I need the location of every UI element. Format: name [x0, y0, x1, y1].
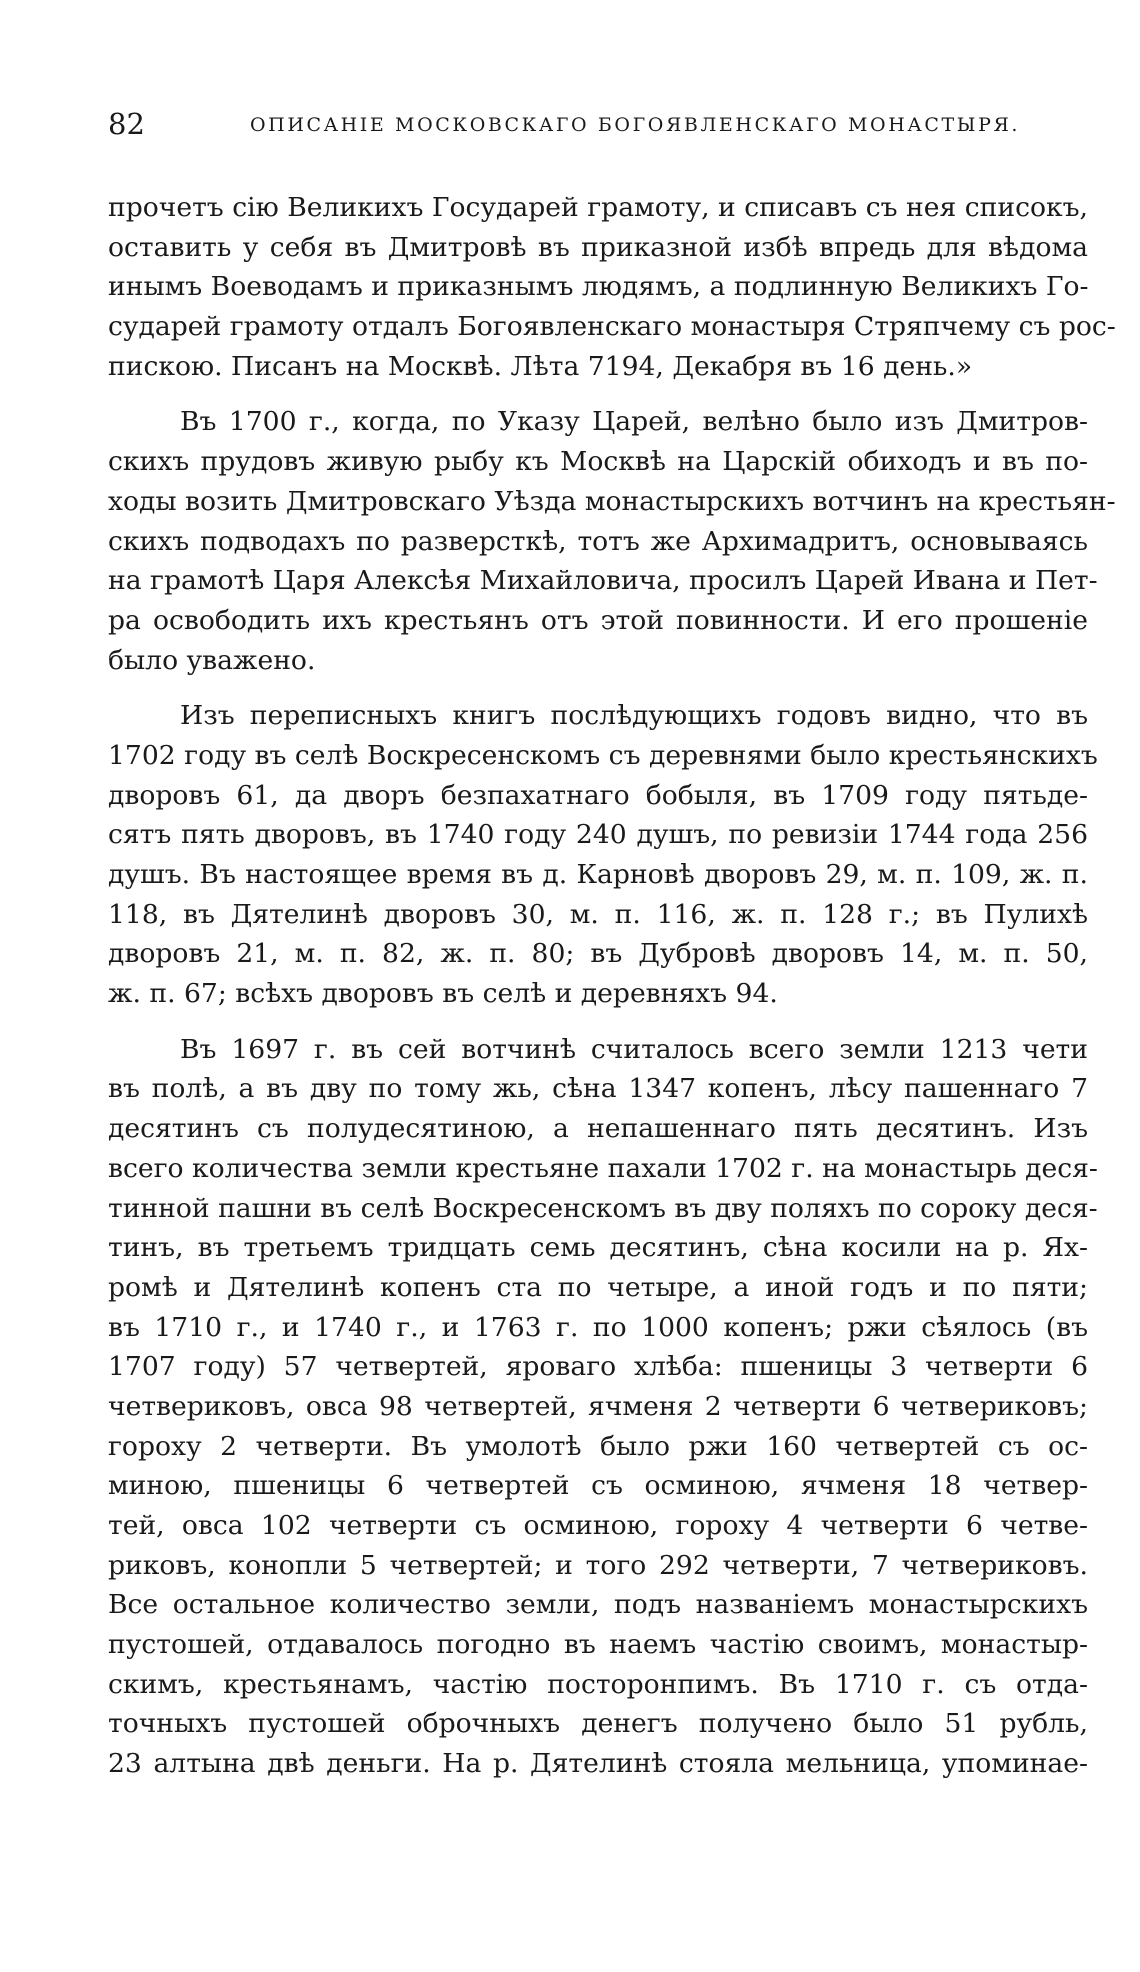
text-line: прочетъ сію Великихъ Государей грамоту, и списавъ съ нея списокъ, — [108, 192, 1088, 223]
text-line: ра освободить ихъ крестьянъ отъ этой повинности. И его прошеніе — [108, 604, 1088, 636]
running-title: ОПИСАНІЕ МОСКОВСКАГО БОГОЯВЛЕНСКАГО МОНАСТЫРЯ. — [250, 114, 1021, 136]
paragraph-1 — [108, 188, 1116, 386]
paragraph-4 — [108, 1030, 1098, 1784]
text-line: ходы возить Дмитровскаго Уѣзда монастырскихъ вотчинъ на крестьян- — [108, 485, 1116, 517]
text-line: дворовъ 61, да дворъ безпахатнаго бобыля, въ 1709 году пятьде- — [108, 779, 1088, 811]
text-line: тинной пашни въ селѣ Воскресенскомъ въ дву поляхъ по сороку деся- — [108, 1192, 1098, 1224]
text-line: сударей грамоту отдалъ Богоявленскаго монастыря Стряпчему съ рос- — [108, 311, 1116, 343]
text-line: гороху 2 четверти. Въ умолотѣ было ржи 160 четвертей съ ос- — [108, 1430, 1088, 1462]
text-line: дворовъ 21, м. п. 82, ж. п. 80; въ Дубровѣ дворовъ 14, м. п. 50, — [108, 938, 1088, 970]
text-line: сятъ пять дворовъ, въ 1740 году 240 душъ, по ревизіи 1744 года 256 — [108, 819, 1088, 851]
text-line: на грамотѣ Царя Алексѣя Михайловича, просилъ Царей Ивана и Пет- — [108, 565, 1098, 597]
text-line: ромѣ и Дятелинѣ копенъ ста по четыре, а иной годъ и по пяти; — [108, 1271, 1088, 1303]
text-line: всего количества земли крестьяне пахали 1702 г. на монастырь деся- — [108, 1152, 1098, 1184]
text-line: тинъ, въ третьемъ тридцать семь десятинъ, сѣна косили на р. Ях- — [108, 1232, 1088, 1264]
page-number: 82 — [108, 107, 145, 141]
paragraph-3 — [108, 696, 1098, 1014]
text-line: тей, овса 102 четверти съ осминою, гороху 4 четверти 6 четве- — [108, 1510, 1088, 1541]
page-header — [108, 104, 1021, 144]
text-line: было уважено. — [108, 644, 316, 676]
paragraph-2 — [108, 402, 1116, 680]
text-line: 1707 году) 57 четвертей, яроваго хлѣба: пшеницы 3 четверти 6 — [108, 1351, 1088, 1383]
text-line: четвериковъ, овса 98 четвертей, ячменя 2 четверти 6 четвериковъ; — [108, 1390, 1088, 1422]
text-line: 118, въ Дятелинѣ дворовъ 30, м. п. 116, ж. п. 128 г.; въ Пулихѣ — [108, 898, 1088, 930]
text-line: Изъ переписныхъ книгъ послѣдующихъ годовъ видно, что въ — [180, 700, 1088, 732]
text-line: десятинъ съ полудесятиною, а непашеннаго пять десятинъ. Изъ — [108, 1113, 1088, 1145]
text-line: миною, пшеницы 6 четвертей съ осминою, ячменя 18 четвер- — [108, 1470, 1088, 1502]
text-line: оставить у себя въ Дмитровѣ въ приказной избѣ впредь для вѣдома — [108, 231, 1088, 263]
text-line: риковъ, конопли 5 четвертей; и того 292 четверти, 7 четвериковъ. — [108, 1549, 1088, 1581]
text-line: Въ 1697 г. въ сей вотчинѣ считалось всего земли 1213 чети — [180, 1033, 1088, 1065]
text-line: 1702 году въ селѣ Воскресенскомъ съ деревнями было крестьянскихъ — [108, 739, 1098, 771]
text-line: Все остальное количество земли, подъ названіемъ монастырскихъ — [108, 1589, 1088, 1621]
text-line: скимъ, крестьянамъ, частію посторонпимъ. Въ 1710 г. съ отда- — [108, 1668, 1088, 1700]
text-line: точныхъ пустошей оброчныхъ денегъ получено было 51 рубль, — [108, 1708, 1088, 1740]
text-line: въ полѣ, а въ дву по тому жь, сѣна 1347 копенъ, лѣсу пашеннаго 7 — [108, 1073, 1088, 1105]
text-line: скихъ прудовъ живую рыбу къ Москвѣ на Царскій обиходъ и въ по- — [108, 446, 1088, 478]
body-text — [108, 188, 1116, 1784]
text-line: скихъ подводахъ по разверсткѣ, тотъ же Архимадритъ, основываясь — [108, 525, 1088, 557]
text-line: душъ. Въ настоящее время въ д. Карновѣ дворовъ 29, м. п. 109, ж. п. — [108, 859, 1088, 890]
text-line: ж. п. 67; всѣхъ дворовъ въ селѣ и деревняхъ 94. — [108, 978, 778, 1010]
text-line: пискою. Писанъ на Москвѣ. Лѣта 7194, Декабря въ 16 день.» — [108, 350, 973, 382]
text-line: инымъ Воеводамъ и приказнымъ людямъ, а подлинную Великихъ Го- — [108, 271, 1089, 303]
text-line: Въ 1700 г., когда, по Указу Царей, велѣно было изъ Дмитров- — [180, 406, 1088, 438]
text-line: пустошей, отдавалось погодно въ наемъ частію своимъ, монастыр- — [108, 1629, 1088, 1661]
text-line: 23 алтына двѣ деньги. На р. Дятелинѣ стояла мельница, упоминае- — [108, 1748, 1088, 1780]
text-line: въ 1710 г., и 1740 г., и 1763 г. по 1000 копенъ; ржи сѣялось (въ — [108, 1311, 1088, 1343]
